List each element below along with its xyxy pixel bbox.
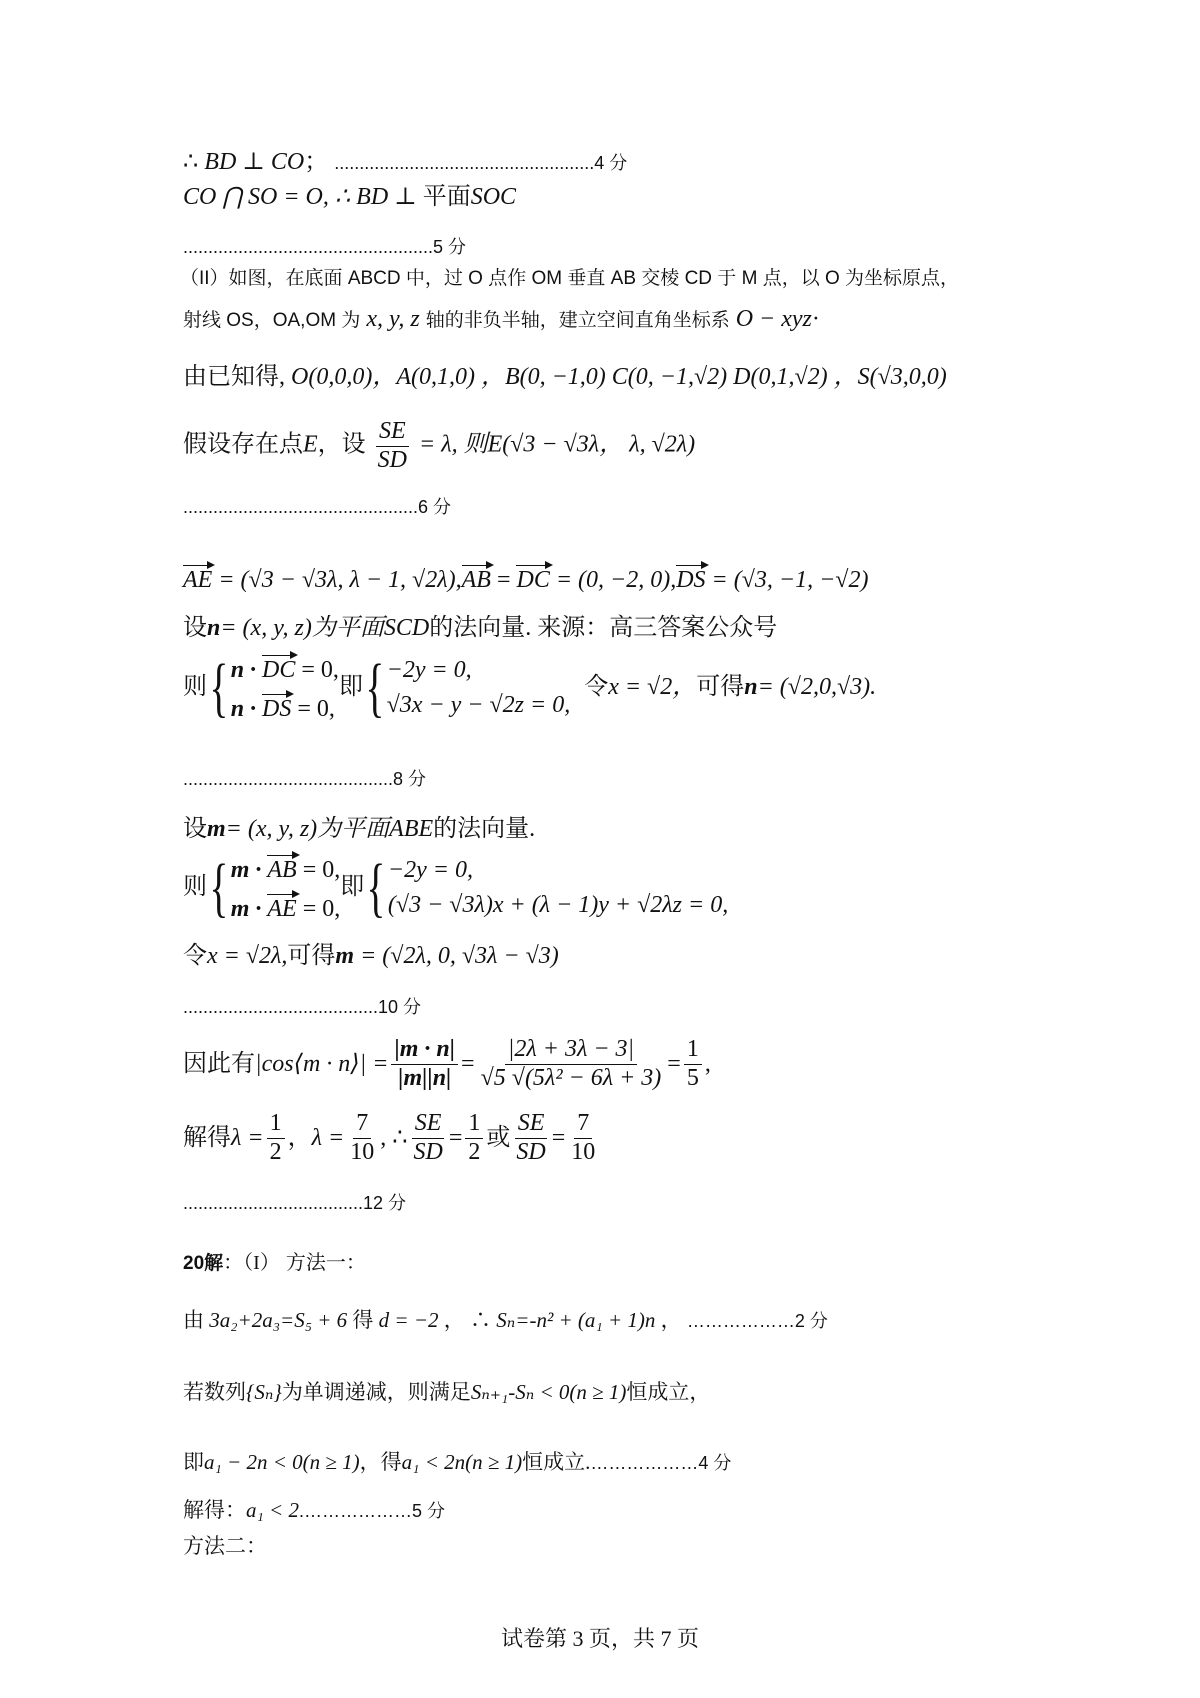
part-ii-intro: （II）如图，在底面 ABCD 中，过 O 点作 OM 垂直 AB 交棱 CD 于 M 点，以 O 为坐标原点，: [180, 268, 960, 289]
line-assume-point-e: 假设存在点E，设 $\frac{SE}{SD}$ = λ, 则E(√3 − √3λ， λ, √2λ): [183, 418, 696, 473]
fraction: $\frac{1}{2}$: [465, 1110, 483, 1166]
score-line-6: ...............................................6 分: [183, 497, 452, 517]
fraction-se-sd: $\frac{SE}{SD}$: [377, 418, 408, 473]
score-line-8: ..........................................8 分: [183, 769, 427, 789]
line-solve-lambda: 解得 λ = $\frac{1}{2}$ ， λ = $\frac{7}{10}$ , ∴ $\frac{SE}{SD}$ = $\frac{1}{2}$ 或 $\frac{SE}{SD}$ = $\frac{7}{10}$: [183, 1110, 601, 1166]
vector-ae: AE: [183, 562, 212, 595]
question-20-header: 20解：（I） 方法一：: [183, 1252, 366, 1274]
line-monotone-decreasing: 若数列{Sₙ}为单调递减，则满足Sₙ₊₁-Sₙ < 0(n ≥ 1)恒成立，: [183, 1380, 711, 1404]
page-footer: 试卷第 3 页，共 7 页: [500, 1626, 699, 1651]
vector-ds: DS: [676, 562, 705, 595]
brace-system: { m · AB = 0, m · AE = 0,: [209, 850, 341, 924]
math-expr: CO ⋂ SO = O, ∴ BD ⊥: [183, 184, 423, 210]
vector-dc: DC: [516, 562, 549, 595]
points-list: O(0,0,0)，A(0,1,0) ，B(0, −1,0) C(0, −1,√2) D(0,1,√2) ，S(√3,0,0): [291, 364, 947, 390]
line-solution-a1: 解得：a₁ < 2.………………5 分: [183, 1498, 445, 1522]
line-system-m: 则 { m · AB = 0, m · AE = 0, 即 { −2y = 0, (√3 − √3λ)x + (λ − 1)y + √2λz = 0,: [183, 850, 729, 924]
vector-ab: AB: [462, 562, 491, 595]
brace-system: { n · DC = 0, n · DS = 0,: [209, 650, 339, 724]
score-line-5: ..................................................5 分: [183, 237, 467, 257]
fraction: $\frac{SE}{SD}$: [413, 1110, 443, 1165]
line-let-x-m: 令x = √2λ,可得m = (√2λ, 0, √3λ − √3): [183, 943, 559, 969]
line-bd-perp-plane-soc: CO ⋂ SO = O, ∴ BD ⊥ 平面SOC: [183, 184, 517, 210]
fraction: $\frac{SE}{SD}$: [516, 1110, 546, 1165]
line-cosine: 因此有 |cos⟨m · n⟩| = $\frac{|m \cdot n|}{|m||n|}$ = $\frac{|2\lambda + 3\lambda - 3|}{\text{√5 √(5λ² − 6λ + 3)}}$ = $\frac{1}{5}$ ,: [183, 1036, 711, 1091]
line-conclusion-bd-perp-co: ∴ BD ⊥ CO； ....................................................4 分: [183, 149, 628, 175]
line-known-points: 由已知得, O(0,0,0)，A(0,1,0) ，B(0, −1,0) C(0, −1,√2) D(0,1,√2) ，S(√3,0,0): [183, 364, 947, 390]
fraction: $\frac{7}{10}$: [571, 1110, 596, 1165]
fraction: $\frac{1}{2}$: [267, 1110, 285, 1166]
line-inequality: 即a₁ − 2n < 0(n ≥ 1)，得a₁ < 2n(n ≥ 1)恒成立.………………4 分: [183, 1450, 732, 1474]
math-expr: BD ⊥ CO: [204, 149, 305, 175]
line-method-one-d: 由 3a₂+2a₃=S₅ + 6 得 d = −2 ， ∴ Sₙ=-n² + (a₁ + 1)n ， ………………2 分: [183, 1308, 828, 1332]
line-vectors: AE = (√3 − √3λ, λ − 1, √2λ),AB = DC = (0, −2, 0),DS = (√3, −1, −√2): [183, 562, 868, 595]
fraction: $\frac{1}{5}$: [684, 1036, 702, 1092]
line-system-n: 则 { n · DC = 0, n · DS = 0, 即 { −2y = 0, √3x − y − √2z = 0, 令 x = √2， 可得 n = (√2,0,√3).: [183, 650, 877, 724]
score-dots: ....................................................4 分: [334, 153, 628, 173]
brace-system: { −2y = 0, (√3 − √3λ)x + (λ − 1)y + √2λz = 0,: [366, 850, 729, 924]
fraction: $\frac{7}{10}$: [350, 1110, 375, 1165]
fraction: $\frac{|2\lambda + 3\lambda - 3|}{\text{√5 √(5λ² − 6λ + 3)}}$: [480, 1036, 662, 1091]
line-normal-m: 设m= (x, y, z)为平面ABE的法向量.: [183, 816, 536, 842]
score-line-10: .......................................10 分: [183, 997, 422, 1017]
line-method-two: 方法二：: [183, 1534, 267, 1558]
score-line-12: ....................................12 分: [183, 1193, 407, 1213]
fraction: $\frac{|m \cdot n|}{|m||n|}$: [391, 1036, 458, 1092]
line-coordinate-system: 射线 OS，OA,OM 为 x, y, z 轴的非负半轴，建立空间直角坐标系 O − xyz·: [183, 306, 820, 332]
brace-system: { −2y = 0, √3x − y − √2z = 0,: [365, 650, 571, 724]
line-normal-n: 设n= (x, y, z)为平面SCD的法向量. 来源：高三答案公众号: [183, 615, 778, 641]
